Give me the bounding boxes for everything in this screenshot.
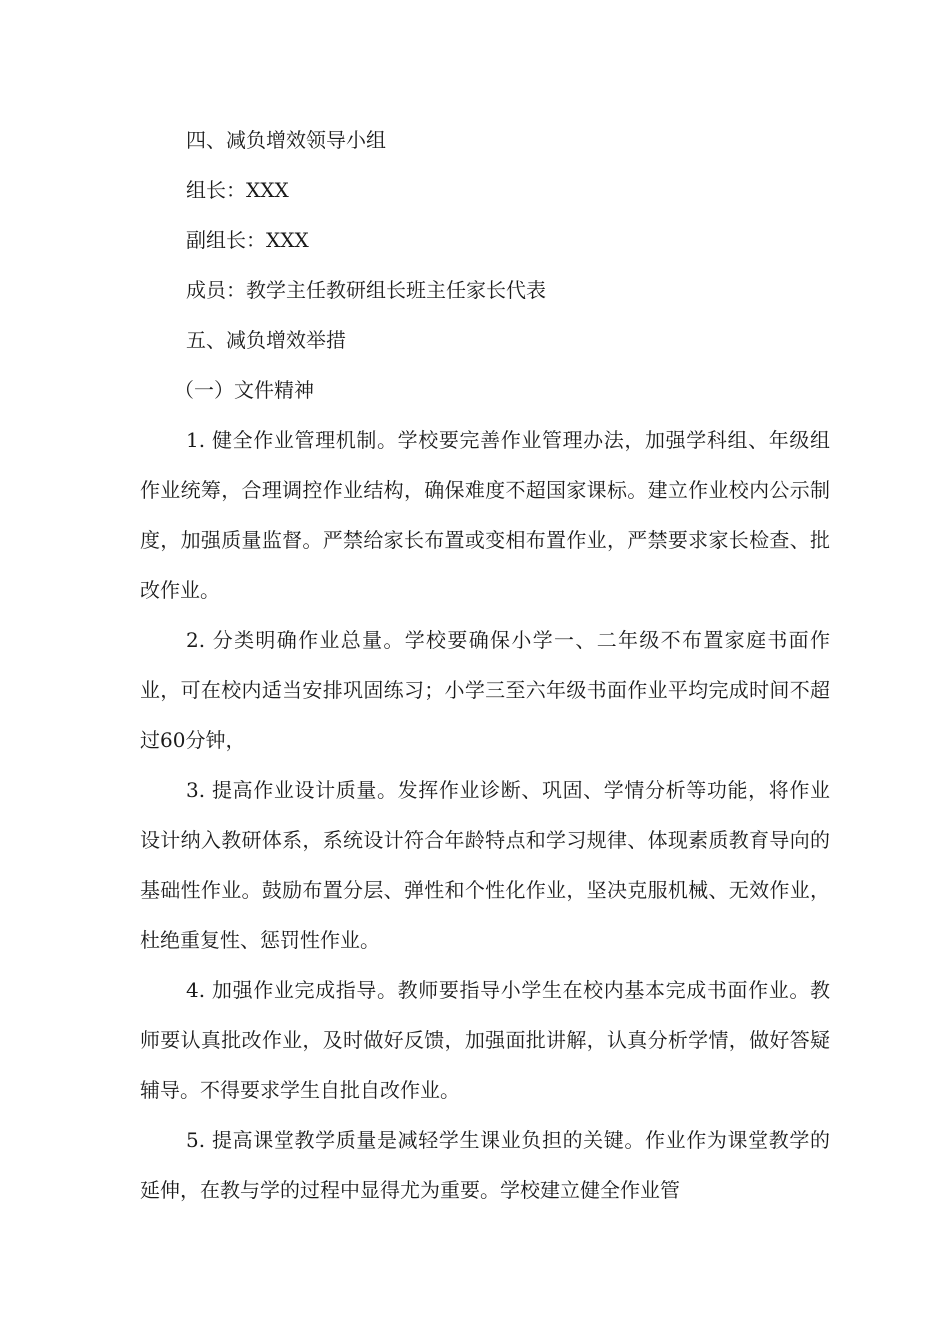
section-5-heading: 五、减负增效举措 <box>186 328 346 352</box>
paragraph-item-1: 1. 健全作业管理机制。学校要完善作业管理办法，加强学科组、年级组作业统筹，合理调控作业结构，确保难度不超国家课标。建立作业校内公示制度，加强质量监督。严禁给家长布置或变相布置作业，严禁要求家长检查、批改作业。 <box>140 428 830 602</box>
paragraph-item-2: 2. 分类明确作业总量。学校要确保小学一、二年级不布置家庭书面作业，可在校内适当安排巩固练习；小学三至六年级书面作业平均完成时间不超过60分钟， <box>140 628 830 752</box>
section-4-heading: 四、减负增效领导小组 <box>186 128 386 152</box>
subsection-1-heading: （一）文件精神 <box>174 378 314 402</box>
document-body <box>140 115 830 1215</box>
leader-line: 组长：XXX <box>186 178 289 202</box>
paragraph-item-3: 3. 提高作业设计质量。发挥作业诊断、巩固、学情分析等功能，将作业设计纳入教研体系，系统设计符合年龄特点和学习规律、体现素质教育导向的基础性作业。鼓励布置分层、弹性和个性化作业，坚决克服机械、无效作业，杜绝重复性、惩罚性作业。 <box>140 778 830 952</box>
paragraph-item-5: 5. 提高课堂教学质量是减轻学生课业负担的关键。作业作为课堂教学的延伸，在教与学的过程中显得尤为重要。学校建立健全作业管 <box>140 1128 830 1202</box>
members-line: 成员：教学主任教研组长班主任家长代表 <box>186 278 546 302</box>
paragraph-item-4: 4. 加强作业完成指导。教师要指导小学生在校内基本完成书面作业。教师要认真批改作业，及时做好反馈，加强面批讲解，认真分析学情，做好答疑辅导。不得要求学生自批自改作业。 <box>140 978 830 1102</box>
deputy-leader-line: 副组长：XXX <box>186 228 309 252</box>
